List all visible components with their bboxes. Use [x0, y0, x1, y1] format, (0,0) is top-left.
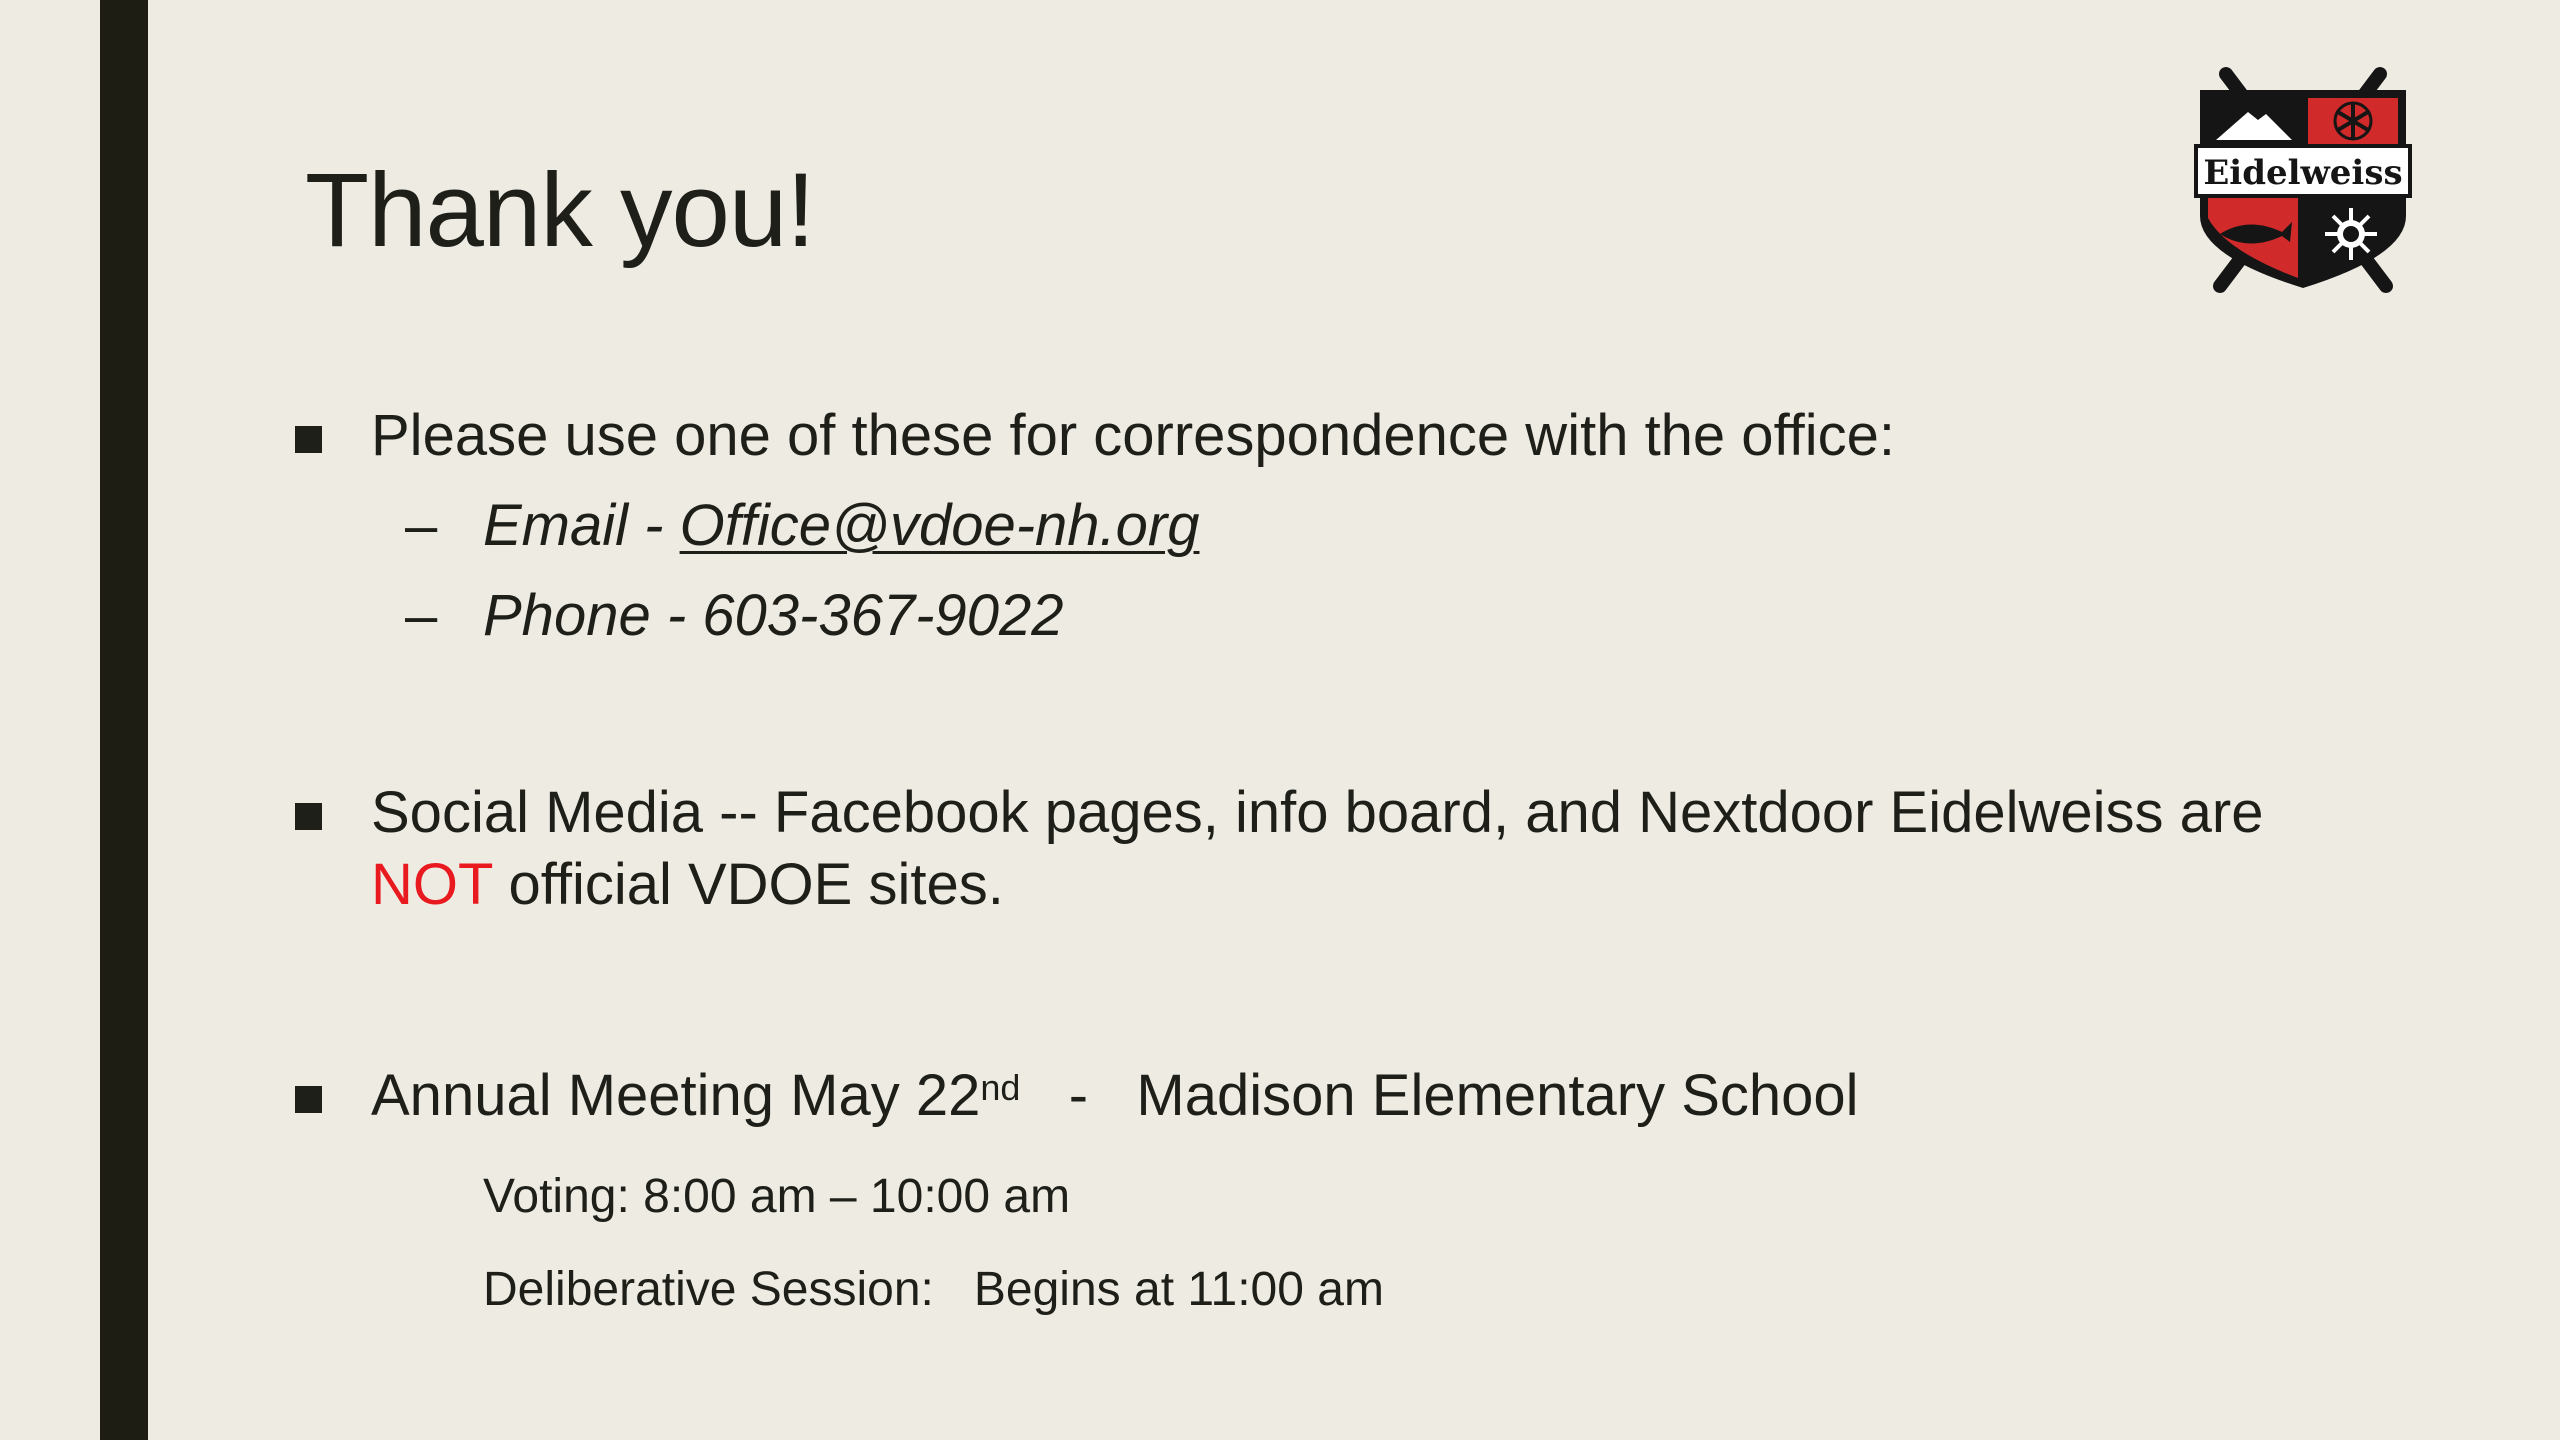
- bullet-square-icon: [295, 426, 322, 453]
- email-label: Email -: [483, 493, 680, 558]
- bullet-line-1: Social Media -- Facebook pages, info board, and Nextdoor Eidelweiss are: [371, 780, 2264, 845]
- bullet-square-icon: [295, 1086, 322, 1113]
- meeting-date: Annual Meeting May 22: [371, 1063, 981, 1128]
- deliberative-session-time: Deliberative Session: Begins at 11:00 am: [483, 1263, 1384, 1316]
- slide-title: Thank you!: [305, 152, 815, 269]
- dash: –: [405, 493, 438, 558]
- bullet-line-2: [371, 849, 1004, 921]
- bullet-line-2-rest: official VDOE sites.: [492, 852, 1004, 917]
- dash: –: [405, 583, 438, 648]
- meeting-location: - Madison Elementary School: [1020, 1063, 1859, 1128]
- phone-number: 603-367-9022: [702, 583, 1064, 648]
- not-emphasis: NOT: [371, 852, 493, 917]
- voting-time: Voting: 8:00 am – 10:00 am: [483, 1170, 1071, 1223]
- phone-label: Phone -: [483, 583, 703, 648]
- bullet-text: [371, 1060, 1859, 1132]
- logo-text: Eidelweiss: [2203, 153, 2403, 193]
- bullet-square-icon: [295, 803, 322, 830]
- date-suffix: nd: [980, 1067, 1021, 1108]
- bullet-text: Please use one of these for correspondence with the office:: [371, 403, 1896, 468]
- eidelweiss-logo: [2186, 66, 2420, 296]
- email-link[interactable]: Office@vdoe-nh.org: [679, 493, 1200, 558]
- side-accent-bar: [100, 0, 148, 1440]
